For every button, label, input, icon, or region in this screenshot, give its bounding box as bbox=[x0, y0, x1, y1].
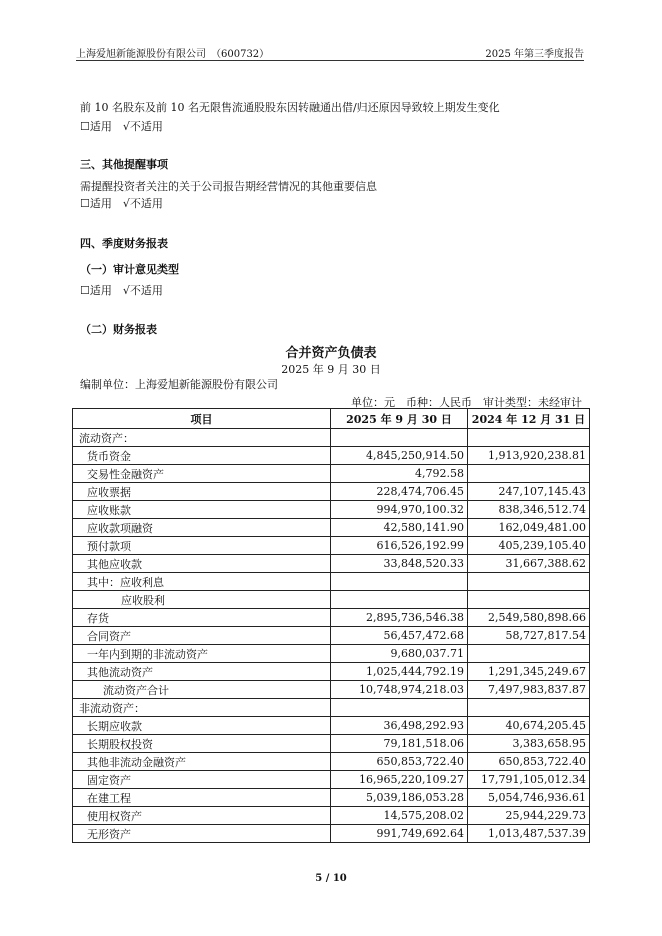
table-row bbox=[73, 753, 590, 771]
row-item-cell: 在建工程 bbox=[73, 789, 331, 807]
table-row bbox=[73, 447, 590, 465]
row-item-cell: 预付款项 bbox=[73, 537, 331, 555]
row-value-cell bbox=[468, 591, 590, 609]
header-report-name: 2025 年第三季度报告 bbox=[485, 49, 584, 60]
row-item-cell: 长期股权投资 bbox=[73, 735, 331, 753]
row-value-cell bbox=[468, 573, 590, 591]
row-value-cell: 10,748,974,218.03 bbox=[331, 681, 468, 699]
table-header-row bbox=[73, 409, 590, 429]
row-value-cell: 58,727,817.54 bbox=[468, 627, 590, 645]
row-item-cell: 货币资金 bbox=[73, 447, 331, 465]
pledge-applicability: ☐适用 √不适用 bbox=[80, 120, 163, 133]
table-row bbox=[73, 465, 590, 483]
row-item-cell: 非流动资产： bbox=[73, 699, 331, 717]
section-3-text: 需提醒投资者关注的关于公司报告期经营情况的其他重要信息 bbox=[80, 180, 377, 193]
table-row bbox=[73, 717, 590, 735]
section-3-applicability: ☐适用 √不适用 bbox=[80, 197, 163, 210]
column-header: 2024 年 12 月 31 日 bbox=[468, 409, 590, 429]
table-row bbox=[73, 645, 590, 663]
row-value-cell: 5,054,746,936.61 bbox=[468, 789, 590, 807]
table-row bbox=[73, 483, 590, 501]
row-value-cell: 1,291,345,249.67 bbox=[468, 663, 590, 681]
row-value-cell: 25,944,229.73 bbox=[468, 807, 590, 825]
row-value-cell: 40,674,205.45 bbox=[468, 717, 590, 735]
pledge-text: 前 10 名股东及前 10 名无限售流通股股东因转融通出借/归还原因导致较上期发生变化 bbox=[80, 101, 500, 114]
table-row bbox=[73, 663, 590, 681]
table-row bbox=[73, 699, 590, 717]
row-item-cell: 存货 bbox=[73, 609, 331, 627]
page-number: 5 / 10 bbox=[315, 873, 347, 884]
table-row bbox=[73, 789, 590, 807]
statement-unit: 单位：元 币种：人民币 审计类型：未经审计 bbox=[351, 396, 582, 409]
row-item-cell: 长期应收款 bbox=[73, 717, 331, 735]
row-item-cell: 流动资产合计 bbox=[73, 681, 331, 699]
section-3-heading: 三、其他提醒事项 bbox=[80, 158, 168, 171]
row-value-cell bbox=[468, 699, 590, 717]
row-value-cell: 7,497,983,837.87 bbox=[468, 681, 590, 699]
row-value-cell: 2,549,580,898.66 bbox=[468, 609, 590, 627]
row-item-cell: 应收款项融资 bbox=[73, 519, 331, 537]
row-item-cell: 流动资产： bbox=[73, 429, 331, 447]
row-value-cell bbox=[331, 591, 468, 609]
row-value-cell: 36,498,292.93 bbox=[331, 717, 468, 735]
page-header bbox=[76, 44, 584, 61]
row-value-cell: 4,792.58 bbox=[331, 465, 468, 483]
row-value-cell: 1,913,920,238.81 bbox=[468, 447, 590, 465]
row-value-cell: 5,039,186,053.28 bbox=[331, 789, 468, 807]
table-row bbox=[73, 807, 590, 825]
table-row bbox=[73, 825, 590, 843]
row-value-cell bbox=[331, 573, 468, 591]
header-company: 上海爱旭新能源股份有限公司 （600732） bbox=[76, 49, 270, 60]
row-value-cell: 162,049,481.00 bbox=[468, 519, 590, 537]
row-item-cell: 交易性金融资产 bbox=[73, 465, 331, 483]
row-value-cell: 79,181,518.06 bbox=[331, 735, 468, 753]
column-header: 项目 bbox=[73, 409, 331, 429]
row-value-cell: 405,239,105.40 bbox=[468, 537, 590, 555]
row-value-cell bbox=[331, 699, 468, 717]
statement-date: 2025 年 9 月 30 日 bbox=[281, 363, 381, 376]
row-value-cell: 4,845,250,914.50 bbox=[331, 447, 468, 465]
table-row bbox=[73, 519, 590, 537]
row-value-cell bbox=[468, 645, 590, 663]
row-value-cell: 17,791,105,012.34 bbox=[468, 771, 590, 789]
table-row bbox=[73, 681, 590, 699]
table-row bbox=[73, 735, 590, 753]
row-value-cell: 33,848,520.33 bbox=[331, 555, 468, 573]
row-value-cell: 247,107,145.43 bbox=[468, 483, 590, 501]
balance-sheet-table bbox=[72, 408, 590, 843]
row-item-cell: 其他非流动金融资产 bbox=[73, 753, 331, 771]
row-value-cell: 56,457,472.68 bbox=[331, 627, 468, 645]
statement-company: 编制单位：上海爱旭新能源股份有限公司 bbox=[80, 378, 278, 391]
row-item-cell: 应收股利 bbox=[73, 591, 331, 609]
row-value-cell: 42,580,141.90 bbox=[331, 519, 468, 537]
section-4-heading: 四、季度财务报表 bbox=[80, 237, 168, 250]
statement-title: 合并资产负债表 bbox=[285, 346, 377, 361]
table-row bbox=[73, 501, 590, 519]
row-value-cell bbox=[468, 429, 590, 447]
row-item-cell: 其中：应收利息 bbox=[73, 573, 331, 591]
row-value-cell: 2,895,736,546.38 bbox=[331, 609, 468, 627]
table-row bbox=[73, 555, 590, 573]
table-row bbox=[73, 771, 590, 789]
row-value-cell: 31,667,388.62 bbox=[468, 555, 590, 573]
financial-statements-heading: （二）财务报表 bbox=[80, 323, 157, 336]
table-row bbox=[73, 537, 590, 555]
row-value-cell: 991,749,692.64 bbox=[331, 825, 468, 843]
row-value-cell: 14,575,208.02 bbox=[331, 807, 468, 825]
row-item-cell: 应收票据 bbox=[73, 483, 331, 501]
row-value-cell: 16,965,220,109.27 bbox=[331, 771, 468, 789]
table-row bbox=[73, 591, 590, 609]
row-item-cell: 其他流动资产 bbox=[73, 663, 331, 681]
row-value-cell: 616,526,192.99 bbox=[331, 537, 468, 555]
table-row bbox=[73, 609, 590, 627]
column-header: 2025 年 9 月 30 日 bbox=[331, 409, 468, 429]
row-item-cell: 使用权资产 bbox=[73, 807, 331, 825]
row-value-cell: 994,970,100.32 bbox=[331, 501, 468, 519]
row-value-cell: 1,025,444,792.19 bbox=[331, 663, 468, 681]
row-value-cell: 9,680,037.71 bbox=[331, 645, 468, 663]
row-value-cell: 1,013,487,537.39 bbox=[468, 825, 590, 843]
row-value-cell: 838,346,512.74 bbox=[468, 501, 590, 519]
table-row bbox=[73, 573, 590, 591]
table-row bbox=[73, 429, 590, 447]
row-value-cell: 650,853,722.40 bbox=[331, 753, 468, 771]
audit-opinion-applicability: ☐适用 √不适用 bbox=[80, 284, 163, 297]
row-item-cell: 应收账款 bbox=[73, 501, 331, 519]
row-value-cell: 650,853,722.40 bbox=[468, 753, 590, 771]
row-item-cell: 合同资产 bbox=[73, 627, 331, 645]
row-value-cell bbox=[468, 465, 590, 483]
row-value-cell: 228,474,706.45 bbox=[331, 483, 468, 501]
row-item-cell: 无形资产 bbox=[73, 825, 331, 843]
row-item-cell: 一年内到期的非流动资产 bbox=[73, 645, 331, 663]
row-value-cell: 3,383,658.95 bbox=[468, 735, 590, 753]
row-value-cell bbox=[331, 429, 468, 447]
audit-opinion-heading: （一）审计意见类型 bbox=[80, 263, 179, 276]
table-row bbox=[73, 627, 590, 645]
row-item-cell: 固定资产 bbox=[73, 771, 331, 789]
row-item-cell: 其他应收款 bbox=[73, 555, 331, 573]
